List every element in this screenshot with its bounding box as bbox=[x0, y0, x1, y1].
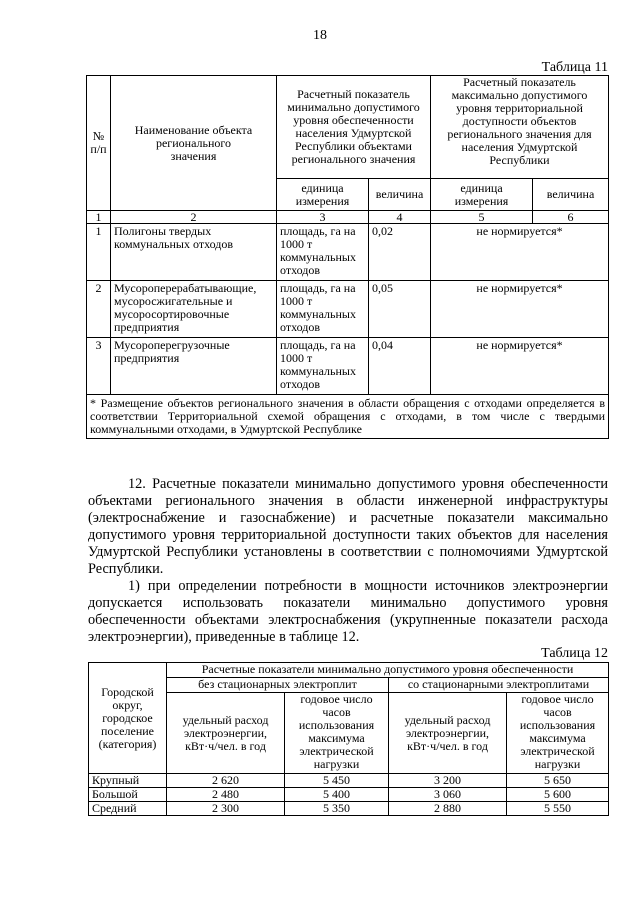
footnote-row bbox=[87, 395, 609, 439]
row-cell: 5 600 bbox=[507, 788, 609, 802]
header-without-stoves: без стационарных электроплит bbox=[167, 678, 389, 693]
header-provision-indicator: Расчетный показатель минимально допустимого уровня обеспеченности населения Удмуртской Республики объектами регионального значения bbox=[277, 76, 431, 179]
paragraph-12-1-text: 1) при определении потребности в мощности источников электроэнергии допускается использовать показатели минимально допустимого уровня обеспеченности объектами электроснабжения (укрупненные показатели расхода электроэнергии), приведенные в таблице 12. bbox=[88, 578, 608, 645]
subheader-unit: единица измерения bbox=[277, 179, 369, 211]
row-value: 0,04 bbox=[369, 338, 431, 395]
col-number: 4 bbox=[369, 211, 431, 224]
subheader-unit-2: единица измерения bbox=[431, 179, 533, 211]
row-unit: площадь, га на 1000 т коммунальных отходов bbox=[277, 224, 369, 281]
table-12 bbox=[88, 662, 609, 816]
row-num: 1 bbox=[87, 224, 111, 281]
header-num: № п/п bbox=[87, 76, 111, 211]
header-main: Расчетные показатели минимально допустимого уровня обеспеченности bbox=[167, 663, 609, 678]
row-category: Большой bbox=[89, 788, 167, 802]
row-cell: 5 550 bbox=[507, 802, 609, 816]
page-number: 18 bbox=[313, 28, 327, 43]
row-cell: 3 060 bbox=[389, 788, 507, 802]
col-number: 5 bbox=[431, 211, 533, 224]
paragraph-12 bbox=[88, 476, 608, 578]
row-accessibility: не нормируется* bbox=[431, 224, 609, 281]
row-cell: 5 650 bbox=[507, 774, 609, 788]
paragraph-12-text: 12. Расчетные показатели минимально допустимого уровня обеспеченности объектами регионального значения в области инженерной инфраструктуры (электроснабжение и газоснабжение) и расчетные показатели максимально допустимого уровня территориальной доступности таких объектов для населения Удмуртской Республики установлены в соответствии с полномочиями Удмуртской Республики. bbox=[88, 476, 608, 577]
row-value: 0,02 bbox=[369, 224, 431, 281]
table-row bbox=[89, 802, 609, 816]
row-unit: площадь, га на 1000 т коммунальных отходов bbox=[277, 281, 369, 338]
row-cell: 5 450 bbox=[285, 774, 389, 788]
table-11-caption: Таблица 11 bbox=[541, 60, 608, 75]
row-category: Крупный bbox=[89, 774, 167, 788]
table-row bbox=[87, 281, 609, 338]
table-11-header-row bbox=[87, 76, 609, 179]
subheader-value: величина bbox=[369, 179, 431, 211]
row-cell: 3 200 bbox=[389, 774, 507, 788]
table-12-subheader-row bbox=[89, 693, 609, 774]
table-row bbox=[89, 788, 609, 802]
row-object-name: Полигоны твердых коммунальных отходов bbox=[111, 224, 277, 281]
table-11 bbox=[86, 75, 609, 439]
header-specific-consumption: удельный расход электроэнергии, кВт·ч/чел. в год bbox=[167, 693, 285, 774]
header-object-name: Наименование объекта регионального значения bbox=[111, 76, 277, 211]
column-numbers-row bbox=[87, 211, 609, 224]
row-cell: 2 480 bbox=[167, 788, 285, 802]
row-cell: 2 620 bbox=[167, 774, 285, 788]
header-specific-consumption-2: удельный расход электроэнергии, кВт·ч/чел. в год bbox=[389, 693, 507, 774]
header-annual-hours-2: годовое число часов использования максимума электрической нагрузки bbox=[507, 693, 609, 774]
row-accessibility: не нормируется* bbox=[431, 338, 609, 395]
row-cell: 2 300 bbox=[167, 802, 285, 816]
col-number: 3 bbox=[277, 211, 369, 224]
row-cell: 5 350 bbox=[285, 802, 389, 816]
row-cell: 2 880 bbox=[389, 802, 507, 816]
col-number: 2 bbox=[111, 211, 277, 224]
header-with-stoves: со стационарными электроплитами bbox=[389, 678, 609, 693]
header-annual-hours: годовое число часов использования максимума электрической нагрузки bbox=[285, 693, 389, 774]
col-number: 1 bbox=[87, 211, 111, 224]
table-12-group-row bbox=[89, 678, 609, 693]
row-object-name: Мусороперегрузочные предприятия bbox=[111, 338, 277, 395]
table-11-footnote: * Размещение объектов регионального значения в области обращения с отходами определяется в соответствии Территориальной схемой обращения с отходами, в том числе с твердыми коммунальными отходами, в Удмуртской Республике bbox=[87, 395, 609, 439]
row-num: 2 bbox=[87, 281, 111, 338]
header-accessibility-indicator: Расчетный показатель максимально допустимого уровня территориальной доступности объектов регионального значения для населения Удмуртской Республики bbox=[431, 76, 609, 179]
table-12-caption: Таблица 12 bbox=[541, 646, 608, 661]
col-number: 6 bbox=[533, 211, 609, 224]
table-row bbox=[87, 338, 609, 395]
row-accessibility: не нормируется* bbox=[431, 281, 609, 338]
table-row bbox=[87, 224, 609, 281]
header-category: Городской округ, городское поселение (категория) bbox=[89, 663, 167, 774]
paragraph-12-1 bbox=[88, 578, 608, 646]
row-value: 0,05 bbox=[369, 281, 431, 338]
table-12-header-row bbox=[89, 663, 609, 678]
table-row bbox=[89, 774, 609, 788]
subheader-value-2: величина bbox=[533, 179, 609, 211]
row-cell: 5 400 bbox=[285, 788, 389, 802]
row-object-name: Мусороперерабатывающие, мусоросжигательные и мусоросортировочные предприятия bbox=[111, 281, 277, 338]
row-unit: площадь, га на 1000 т коммунальных отходов bbox=[277, 338, 369, 395]
row-category: Средний bbox=[89, 802, 167, 816]
row-num: 3 bbox=[87, 338, 111, 395]
